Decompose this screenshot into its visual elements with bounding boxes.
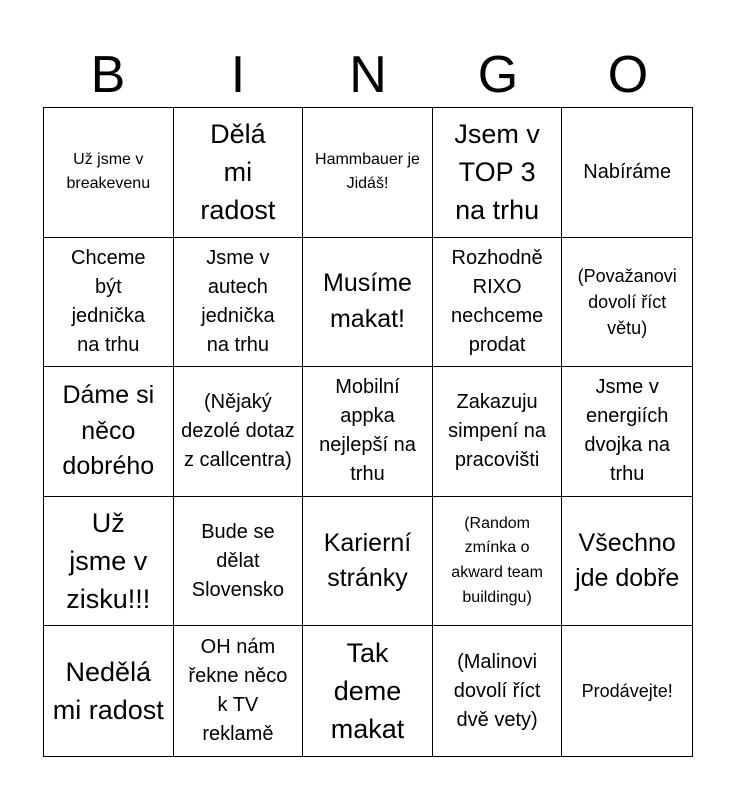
- bingo-cell[interactable]: [562, 497, 692, 627]
- bingo-cell[interactable]: [44, 108, 174, 238]
- bingo-cell[interactable]: [433, 626, 563, 756]
- cell-text: Dělá mi radost: [200, 118, 276, 226]
- header-letter-i: I: [230, 46, 246, 104]
- cell-text: Nabíráme: [583, 160, 672, 183]
- bingo-cell[interactable]: [303, 238, 433, 368]
- bingo-cell[interactable]: [562, 367, 692, 497]
- bingo-cell[interactable]: [44, 367, 174, 497]
- bingo-cell[interactable]: [303, 497, 433, 627]
- cell-text: Nedělá mi radost: [52, 656, 164, 726]
- cell-text: Už jsme v zisku!!!: [66, 507, 151, 615]
- cell-text: (Považanovi dovolí říct větu): [577, 265, 677, 338]
- header-letter-o: O: [607, 46, 649, 104]
- bingo-board: [43, 107, 693, 757]
- bingo-cell[interactable]: [562, 626, 692, 756]
- cell-text: Tak deme makat: [330, 637, 405, 745]
- bingo-cell[interactable]: [174, 497, 304, 627]
- cell-text: (Random zmínka o akward team buildingu): [451, 514, 543, 606]
- cell-text: Karierní stránky: [323, 528, 412, 593]
- cell-text: OH nám řekne něco k TV reklamě: [188, 636, 288, 746]
- bingo-cell[interactable]: [44, 238, 174, 368]
- cell-text: Jsem v TOP 3 na trhu: [454, 118, 540, 226]
- bingo-cell[interactable]: [433, 108, 563, 238]
- bingo-cell[interactable]: [174, 367, 304, 497]
- cell-text: (Nějaký dezolé dotaz z callcentra): [181, 390, 295, 471]
- cell-text: Už jsme v breakevenu: [66, 150, 151, 193]
- cell-text: Jsme v energiích dvojka na trhu: [584, 376, 670, 486]
- cell-text: Jsme v autech jednička na trhu: [201, 246, 275, 356]
- cell-text: Hammbauer je Jidáš!: [315, 150, 420, 193]
- bingo-cell[interactable]: [174, 238, 304, 368]
- header-letter-n: N: [349, 46, 387, 104]
- cell-text: Prodávejte!: [581, 681, 673, 702]
- cell-text: Rozhodně RIXO nechceme prodat: [450, 246, 544, 356]
- bingo-cell[interactable]: [433, 238, 563, 368]
- header-letter-g: G: [477, 46, 519, 104]
- cell-text: Všechno jde dobře: [575, 528, 680, 593]
- bingo-cell[interactable]: [562, 108, 692, 238]
- bingo-cell[interactable]: [562, 238, 692, 368]
- bingo-cell[interactable]: [303, 367, 433, 497]
- cell-text: Bude se dělat Slovensko: [191, 520, 285, 601]
- bingo-cell[interactable]: [303, 108, 433, 238]
- bingo-cell[interactable]: [303, 626, 433, 756]
- cell-text: Dáme si něco dobrého: [62, 381, 155, 481]
- bingo-cell[interactable]: [174, 626, 304, 756]
- cell-text: Chceme být jednička na trhu: [71, 246, 146, 356]
- cell-text: (Malinovi dovolí říct dvě vety): [453, 650, 541, 731]
- bingo-cell[interactable]: [174, 108, 304, 238]
- bingo-cell[interactable]: [433, 497, 563, 627]
- cell-text: Mobilní appka nejlepší na trhu: [319, 376, 416, 486]
- bingo-cell[interactable]: [433, 367, 563, 497]
- cell-text: Zakazuju simpení na pracovišti: [448, 390, 547, 471]
- header-letter-b: B: [90, 46, 126, 104]
- cell-text: Musíme makat!: [323, 269, 412, 333]
- bingo-cell[interactable]: [44, 497, 174, 627]
- bingo-cell[interactable]: [44, 626, 174, 756]
- bingo-header: [43, 42, 693, 108]
